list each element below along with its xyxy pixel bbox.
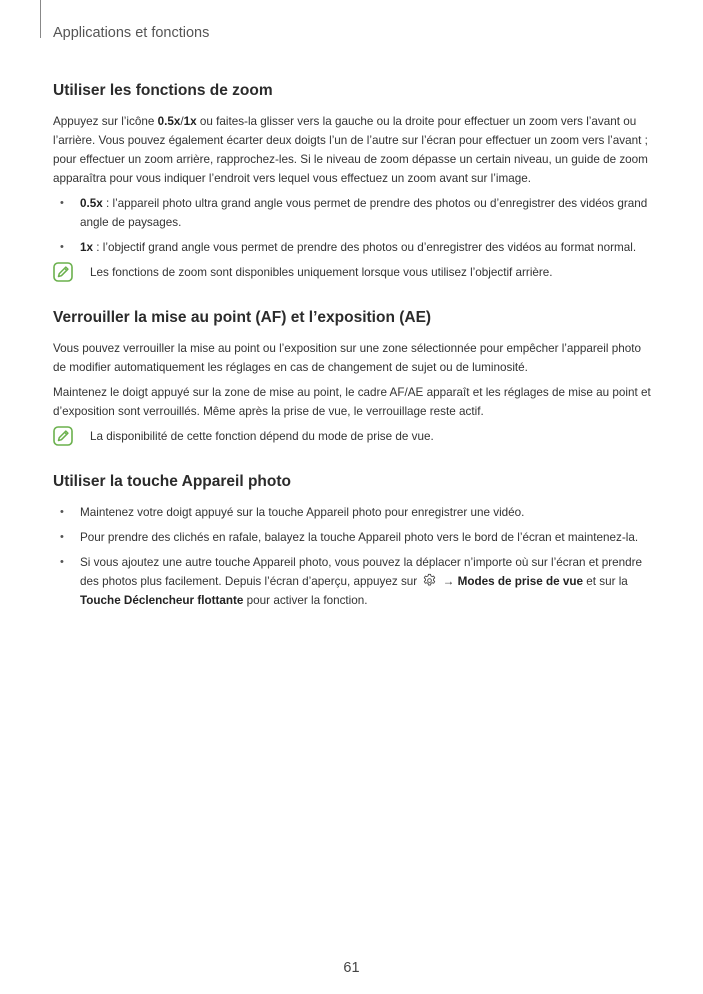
page-content xyxy=(53,80,653,616)
list-item: • Maintenez votre doigt appuyé sur la touche Appareil photo pour enregistrer une vidéo. xyxy=(53,503,653,522)
bullet: • xyxy=(60,197,64,209)
list-item: • 0.5x : l’appareil photo ultra grand angle vous permet de prendre des photos ou d’enregistrer des vidéos grand angle de paysages. xyxy=(53,194,653,232)
header-title: Applications et fonctions xyxy=(53,25,210,41)
zoom-bullet-list xyxy=(53,194,653,257)
section-zoom-title: Utiliser les fonctions de zoom xyxy=(53,82,273,99)
bullet: • xyxy=(60,241,64,253)
note-pen-icon xyxy=(53,262,73,282)
section-camera-button xyxy=(53,471,653,610)
list-item: • Si vous ajoutez une autre touche Appareil photo, vous pouvez la déplacer n’importe où sur l’écran et prendre des photos plus facilement. Depuis l’écran d’aperçu, appuyez sur → Modes de prise de vue et sur la Touche Déclencheur flottante pour activer la fonction. xyxy=(53,553,653,610)
gear-icon xyxy=(422,573,437,588)
list-item: • 1x : l’objectif grand angle vous permet de prendre des photos ou d’enregistrer des vidéos au format normal. xyxy=(53,238,653,257)
zoom-note xyxy=(53,263,653,283)
af-ae-note-text: La disponibilité de cette fonction dépend du mode de prise de vue. xyxy=(90,430,434,443)
page-number: 61 xyxy=(343,960,360,976)
header-rule xyxy=(40,0,41,38)
bullet: • xyxy=(60,556,64,568)
note-pen-icon xyxy=(53,426,73,446)
zoom-note-text: Les fonctions de zoom sont disponibles uniquement lorsque vous utilisez l’objectif arrière. xyxy=(90,266,553,279)
section-af-ae xyxy=(53,307,653,447)
section-zoom xyxy=(53,80,653,283)
bullet: • xyxy=(60,531,64,543)
bullet: • xyxy=(60,506,64,518)
section-camera-button-title: Utiliser la touche Appareil photo xyxy=(53,473,291,490)
af-ae-note xyxy=(53,427,653,447)
zoom-intro-paragraph: Appuyez sur l’icône 0.5x/1x ou faites-la glisser vers la gauche ou la droite pour effectuer un zoom vers l’avant ou l’arrière. Vous pouvez également écarter deux doigts l’un de l’autre sur l’écran pour effectuer un zoom vers l’avant ; pour effectuer un zoom arrière, rapprochez-les. Si le niveau de zoom dépasse un certain niveau, un guide de zoom apparaîtra pour vous indiquer l’endroit vers lequel vous effectuez un zoom avant sur l’image. xyxy=(53,115,648,185)
camera-button-bullet-list xyxy=(53,503,653,610)
section-af-ae-title: Verrouiller la mise au point (AF) et l’exposition (AE) xyxy=(53,309,432,326)
af-ae-paragraph-1: Vous pouvez verrouiller la mise au point ou l’exposition sur une zone sélectionnée pour empêcher l’appareil photo de modifier automatiquement les réglages en cas de changement de sujet ou de luminosité. xyxy=(53,342,641,374)
list-item: • Pour prendre des clichés en rafale, balayez la touche Appareil photo vers le bord de l’écran et maintenez-la. xyxy=(53,528,653,547)
af-ae-paragraph-2: Maintenez le doigt appuyé sur la zone de mise au point, le cadre AF/AE apparaît et les réglages de mise au point et d’exposition sont verrouillés. Même après la prise de vue, le verrouillage reste actif. xyxy=(53,386,651,418)
